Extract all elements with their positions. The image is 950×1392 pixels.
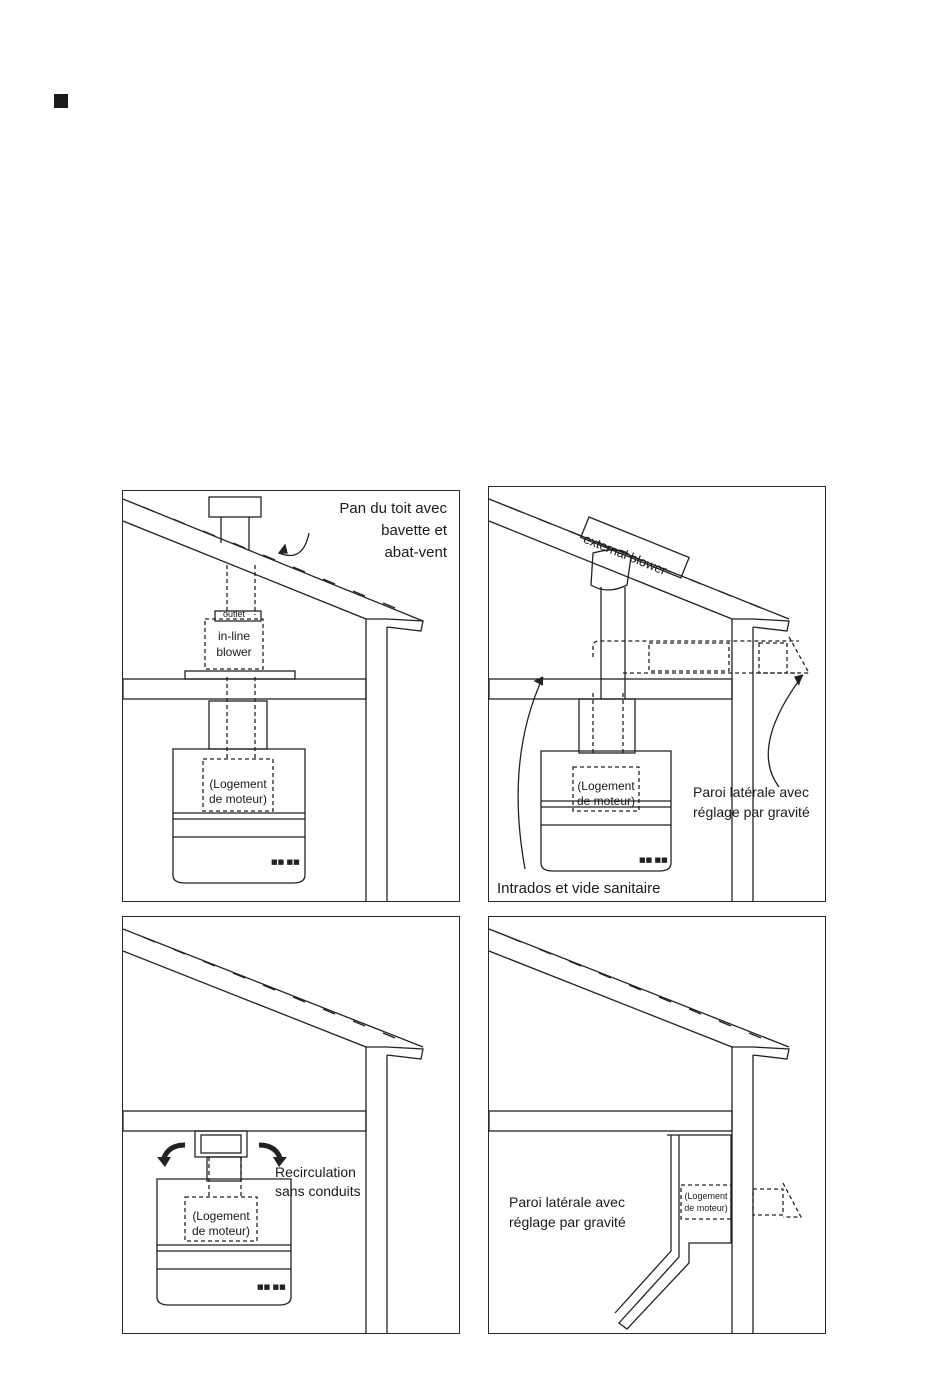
roof-flap-label-1: Pan du toit avec bbox=[339, 500, 447, 517]
sidewall-gravity-label-2: réglage par gravité bbox=[693, 804, 810, 820]
svg-text:■■ ■■: ■■ ■■ bbox=[639, 856, 668, 864]
recirculation-label-2: sans conduits bbox=[275, 1183, 361, 1199]
svg-text:■■ ■■: ■■ ■■ bbox=[257, 1283, 286, 1291]
diagram-external-blower bbox=[488, 486, 826, 902]
sidewall-gravity-label-2: réglage par gravité bbox=[509, 1214, 626, 1230]
recirculation-label-1: Recirculation bbox=[275, 1164, 356, 1180]
sidewall-gravity-label-1: Paroi latérale avec bbox=[693, 784, 809, 800]
motor-housing-label-2: de moteur) bbox=[576, 794, 636, 808]
motor-housing-label-1: (Logement bbox=[192, 1209, 250, 1223]
motor-housing-label-2: de moteur) bbox=[208, 792, 268, 806]
soffit-crawlspace-label: Intrados et vide sanitaire bbox=[497, 880, 661, 897]
roof-flap-label-3: abat-vent bbox=[384, 544, 447, 561]
sidewall-gravity-drawing bbox=[489, 917, 826, 1334]
motor-housing-label-1: (Logement bbox=[684, 1191, 728, 1201]
inline-blower-label-1: in-line bbox=[217, 629, 250, 643]
svg-text:■■ ■■: ■■ ■■ bbox=[271, 858, 300, 866]
roof-flap-label-2: bavette et bbox=[381, 522, 447, 539]
diagram-roof-inline-blower bbox=[122, 490, 460, 902]
recirculation-drawing bbox=[123, 917, 460, 1334]
motor-housing-label-2: de moteur) bbox=[684, 1203, 728, 1213]
square-bullet-icon bbox=[54, 94, 68, 108]
motor-housing-label-1: (Logement bbox=[577, 779, 635, 793]
external-blower-label: external blower bbox=[581, 531, 669, 578]
inline-blower-label-2: blower bbox=[216, 645, 252, 659]
external-blower-drawing bbox=[489, 487, 826, 902]
sidewall-gravity-label-1: Paroi latérale avec bbox=[509, 1194, 625, 1210]
outlet-label: outlet bbox=[223, 609, 246, 619]
motor-housing-label-1: (Logement bbox=[209, 777, 267, 791]
diagram-recirculation bbox=[122, 916, 460, 1334]
diagram-sidewall-gravity bbox=[488, 916, 826, 1334]
motor-housing-label-2: de moteur) bbox=[191, 1224, 251, 1238]
